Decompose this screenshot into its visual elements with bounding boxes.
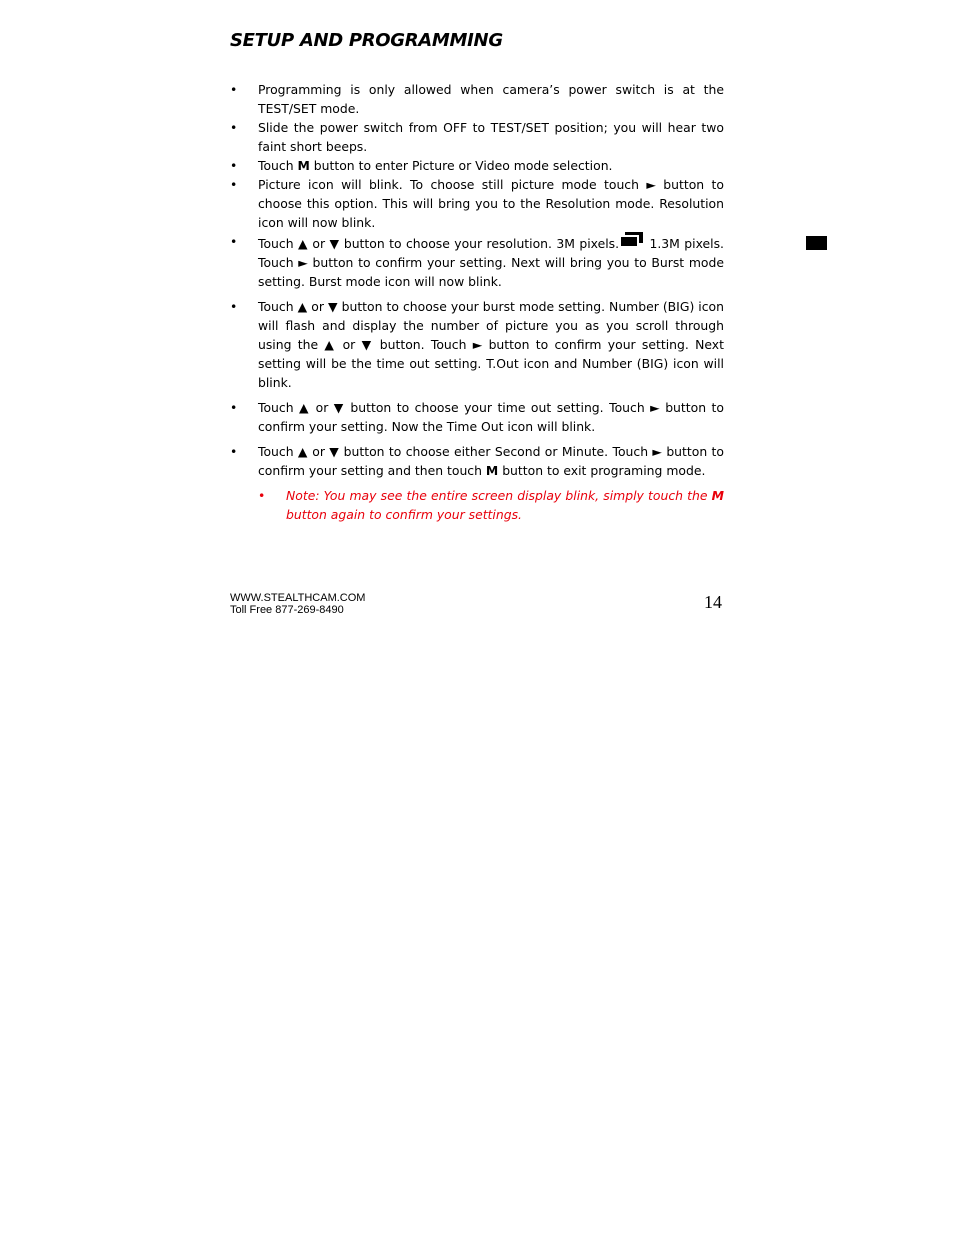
side-marker [806, 236, 827, 250]
m-button-label: M [485, 463, 499, 478]
burst-mode-icon [621, 232, 643, 246]
footer-phone: Toll Free 877-269-8490 [230, 604, 344, 616]
m-button-label: M [297, 158, 310, 173]
list-item: • Slide the power switch from OFF to TEST/SET position; you will hear two faint short beeps. [230, 118, 724, 156]
footer-contact [230, 592, 365, 616]
list-item: • Picture icon will blink. To choose still picture mode touch ► button to choose this option. This will bring you to the Resolution mode. Resolution icon will now blink. [230, 175, 724, 232]
list-item: • Touch ▲ or ▼ button to choose either Second or Minute. Touch ► button to confirm your setting and then touch M button to exit programing mode. [230, 442, 724, 480]
instruction-list [230, 80, 724, 480]
list-item: • Touch ▲ or ▼ button to choose your time out setting. Touch ► button to confirm your setting. Now the Time Out icon will blink. [230, 398, 724, 436]
m-button-label: M [711, 488, 724, 503]
instructions [230, 80, 724, 524]
list-item: • Touch ▲ or ▼ button to choose your burst mode setting. Number (BIG) icon will flash and display the number of picture you as you scroll through using the ▲ or ▼ button. Touch ► button to confirm your setting. Next setting will be the time out setting. T.Out icon and Number (BIG) icon will blink. [230, 297, 724, 392]
footer-website: WWW.STEALTHCAM.COM [230, 592, 366, 604]
list-item: • Programming is only allowed when camera’s power switch is at the TEST/SET mode. [230, 80, 724, 118]
note: • Note: You may see the entire screen display blink, simply touch the M button again to confirm your settings. [230, 486, 724, 524]
page-number: 14 [704, 592, 722, 612]
list-item: • Touch ▲ or ▼ button to choose your resolution. 3M pixels. 1.3M pixels. Touch ► button to confirm your setting. Next will bring you to Burst mode setting. Burst mode icon will now blink. [230, 232, 724, 291]
page-title: SETUP AND PROGRAMMING [230, 30, 503, 51]
list-item: • Touch M button to enter Picture or Video mode selection. [230, 156, 724, 175]
